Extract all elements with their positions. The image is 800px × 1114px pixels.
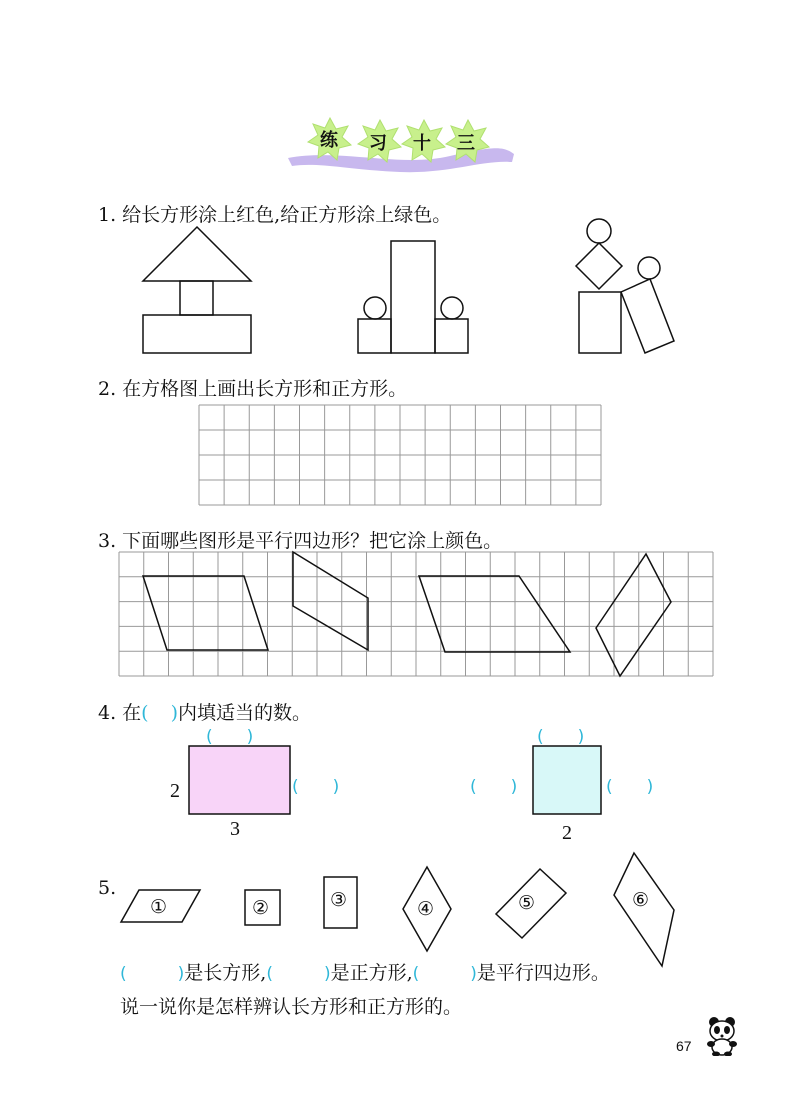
q5-blank-3[interactable]: ( ) (412, 964, 477, 984)
q4-left-top-blank[interactable]: ( ) (206, 727, 254, 747)
tower-left-square (358, 319, 391, 353)
q5-blank-1[interactable]: ( ) (120, 964, 185, 984)
q5-label-4: ④ (417, 898, 435, 920)
tower-tall-rectangle (391, 241, 435, 353)
q4-left-side-label: 2 (170, 780, 180, 802)
q4-right-right-blank[interactable]: ( ) (606, 777, 654, 797)
q5-label-1: ① (150, 896, 168, 918)
q5-blank-2[interactable]: ( ) (266, 964, 331, 984)
banner-char-2: 习 (369, 133, 387, 154)
q5-text-3: 是平行四边形。 (476, 962, 610, 984)
tower-left-circle (364, 297, 386, 319)
q5-discussion-text: 说一说你是怎样辨认长方形和正方形的。 (120, 996, 463, 1018)
q5-text-1: 是长方形, (184, 962, 267, 984)
q4-right-left-blank[interactable]: ( ) (470, 777, 518, 797)
q1-figure-tower (358, 241, 468, 353)
panda-icon (700, 1014, 740, 1056)
tower-right-square (435, 319, 468, 353)
q5-label-2: ② (252, 897, 270, 919)
house-middle-square (180, 281, 213, 315)
tower-right-circle (441, 297, 463, 319)
q4-left-rectangle (189, 746, 290, 814)
question-4-text (98, 698, 311, 725)
q5-label-5: ⑤ (518, 892, 536, 914)
q4-paren-close: ) (170, 702, 179, 724)
q1-figure-house (143, 227, 251, 353)
q3-shape-3-parallelogram[interactable] (419, 576, 570, 652)
q4-paren-open: ( (141, 702, 149, 724)
q5-answer-line (120, 958, 610, 985)
q5-label-6: ⑥ (632, 889, 650, 911)
q4-right-top-blank[interactable]: ( ) (537, 727, 585, 747)
stack-top-circle (587, 219, 611, 243)
question-3-text: 3. 下面哪些图形是平行四边形？把它涂上颜色。 (98, 530, 503, 552)
q4-prefix: 4. 在 (98, 702, 142, 724)
banner-char-4: 三 (457, 133, 475, 154)
question-5-label: 5. (98, 877, 117, 899)
q4-left-right-blank[interactable]: ( ) (292, 777, 340, 797)
q1-figure-stack (576, 219, 674, 353)
page-number: 67 (676, 1038, 692, 1054)
house-base-rectangle (143, 315, 251, 353)
stack-base-rectangle (579, 292, 621, 353)
q3-shape-1-parallelogram[interactable] (143, 576, 268, 650)
stack-tilted-rectangle (621, 279, 674, 353)
banner-char-1: 练 (320, 130, 338, 151)
q4-suffix: 内填适当的数。 (178, 702, 312, 724)
stack-right-circle (638, 257, 660, 279)
question-2-text: 2. 在方格图上画出长方形和正方形。 (98, 378, 408, 400)
q5-text-2: 是正方形, (330, 962, 413, 984)
q5-label-3: ③ (330, 889, 348, 911)
banner-char-3: 十 (413, 133, 431, 154)
q4-right-square (533, 746, 601, 814)
q3-grid (119, 552, 713, 676)
stack-diamond-square (576, 243, 622, 289)
q2-grid[interactable] (199, 405, 601, 505)
house-roof-triangle (143, 227, 251, 281)
q3-shape-2-quadrilateral[interactable] (293, 552, 368, 650)
q4-right-bottom-label: 2 (562, 822, 572, 844)
question-1-text: 1. 给长方形涂上红色,给正方形涂上绿色。 (98, 204, 452, 226)
q3-shape-4-rhombus[interactable] (596, 554, 671, 676)
q4-left-bottom-label: 3 (230, 818, 240, 840)
